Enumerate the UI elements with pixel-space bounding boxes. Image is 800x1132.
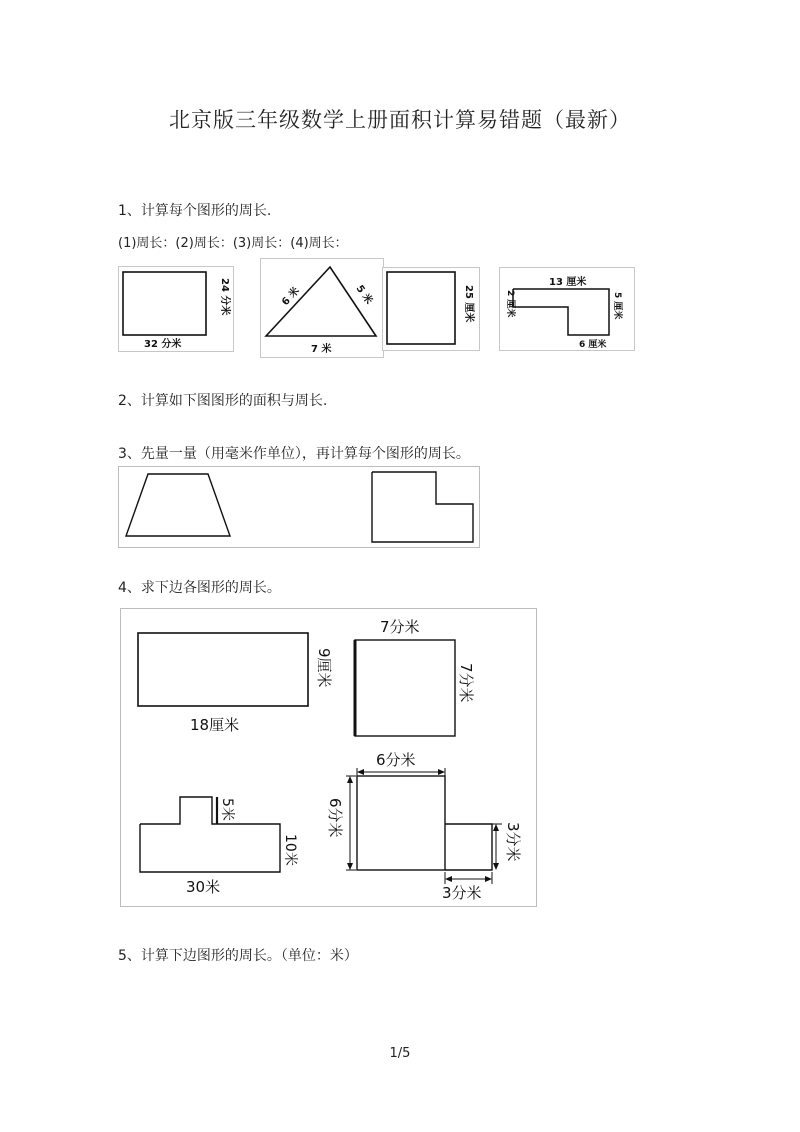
q1-fig4-left-label: 2 厘米 [505,290,515,318]
q1-figure-triangle [260,258,384,358]
question-3-text: 3、先量一量（用毫米作单位），再计算每个图形的周长。 [118,446,470,462]
q1-fig1-bottom-label: 32 分米 [144,339,182,350]
q4-square-top-label: 7分米 [380,618,420,636]
q1-figure-square [382,267,480,351]
page-number: 1/5 [389,1046,411,1061]
q1-fig2-left-label: 6 米 [280,285,302,309]
q1-fig2-bottom-label: 7 米 [311,344,332,355]
q1-fig4-top-label: 13 厘米 [549,277,587,288]
q4-step-bottom-label: 30米 [186,878,221,896]
q4-l-top-label: 6分米 [376,751,416,769]
q4-step-right-label: 10米 [282,834,298,866]
question-4-text: 4、求下边各图形的周长。 [118,580,281,596]
q4-figure-box [120,608,538,908]
q4-l-left-label: 6分米 [326,798,344,838]
q1-fig1-right-label: 24 分米 [219,278,230,316]
question-1-subtext: (1)周长：(2)周长：(3)周长：(4)周长： [118,236,348,251]
question-1-text: 1、计算每个图形的周长. [118,203,272,219]
q1-fig2-right-label: 5 米 [353,283,375,307]
q4-square-right-label: 7分米 [457,663,475,703]
q4-step-notch-label: 5米 [219,798,235,821]
q4-l-bottom-label: 3分米 [442,884,482,902]
question-5-text: 5、计算下边图形的周长。（单位：米） [118,948,358,964]
q1-figure-rectangle [118,266,234,352]
q4-rect-right-label: 9厘米 [315,648,333,688]
q1-fig3-right-label: 25 厘米 [463,285,474,323]
question-2-text: 2、计算如下图图形的面积与周长. [118,393,328,409]
q1-figure-step-shape [499,267,635,351]
page-title: 北京版三年级数学上册面积计算易错题（最新） [169,108,631,132]
q3-figure-box [118,466,480,548]
q1-fig4-right-label: 5 厘米 [612,292,622,320]
q4-l-right-label: 3分米 [504,822,522,862]
q1-fig4-bottom-label: 6 厘米 [579,340,607,350]
q4-rect-bottom-label: 18厘米 [190,716,240,734]
